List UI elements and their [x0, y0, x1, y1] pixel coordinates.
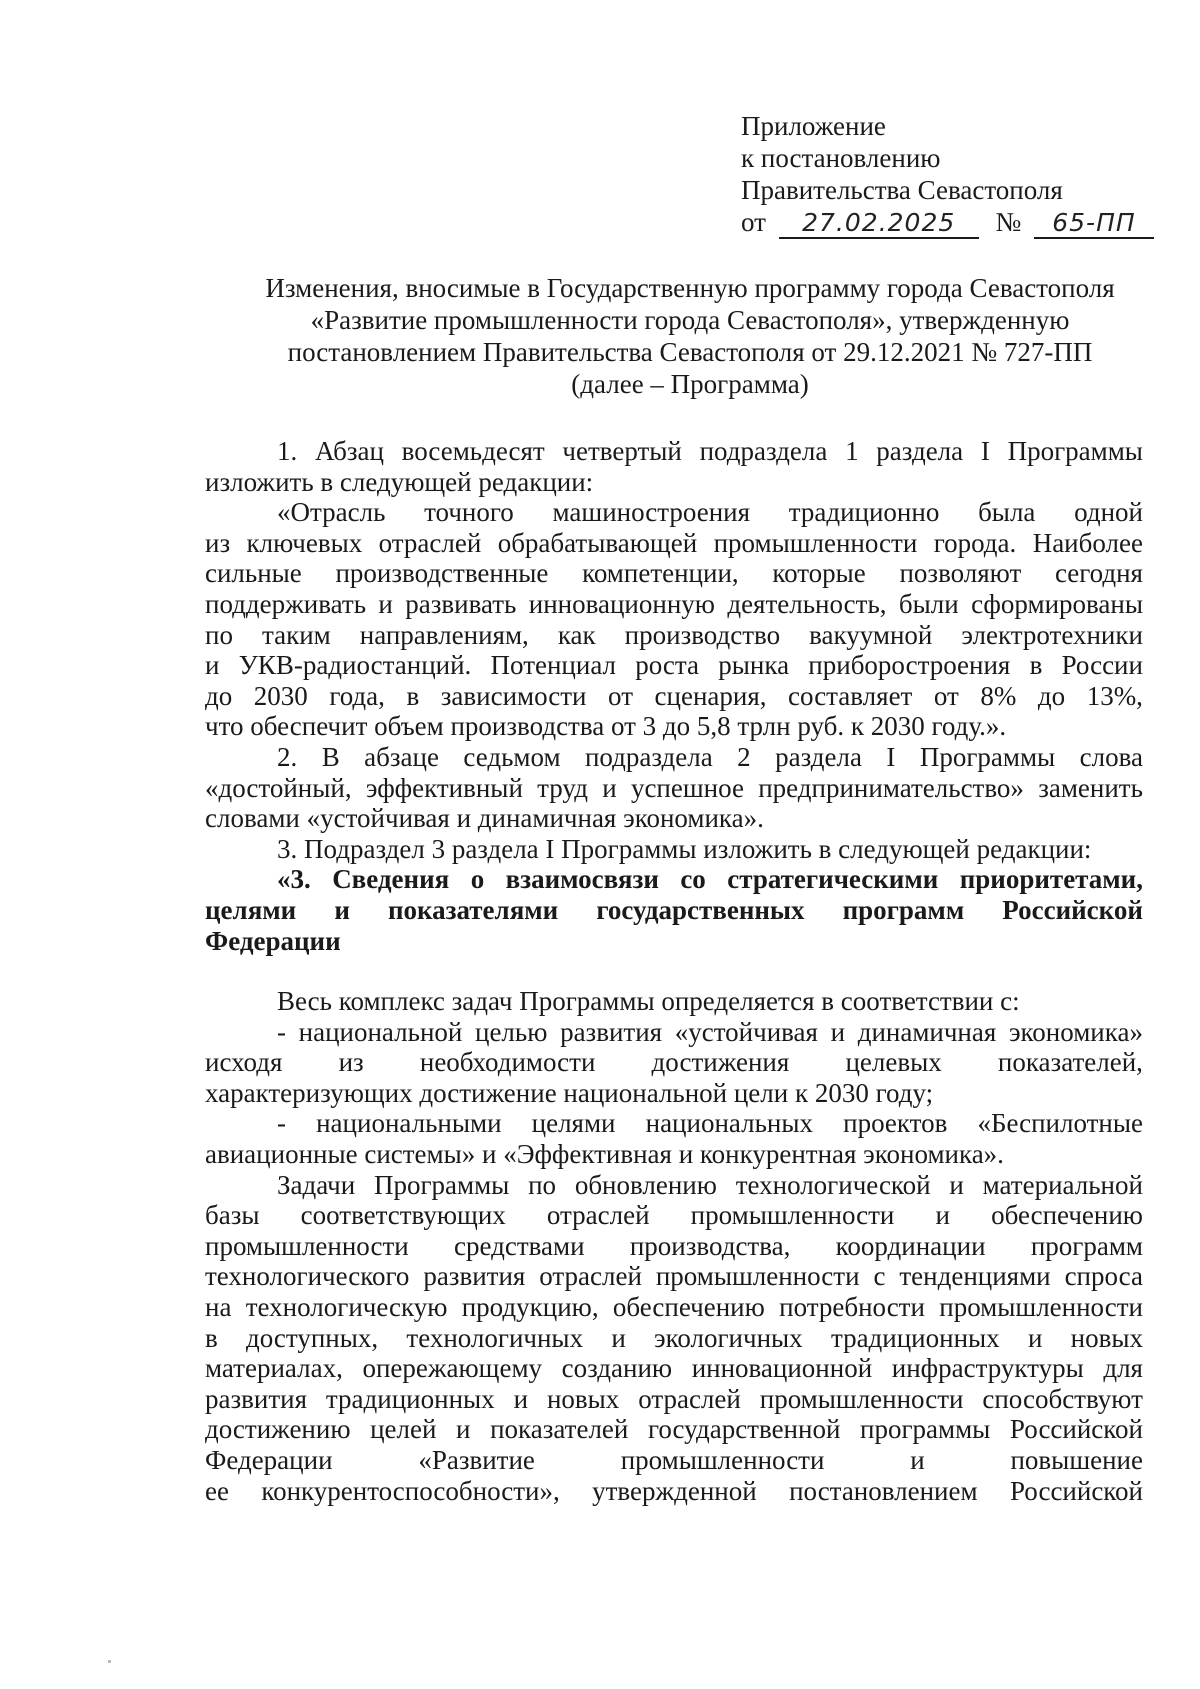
- appendix-line-2: к постановлению: [741, 143, 941, 173]
- body-line: целями и показателями государственных программ Российской: [205, 894, 1143, 925]
- handwritten-number: 65-ПП: [1034, 209, 1154, 239]
- body-line: - национальными целями национальных проектов «Беспилотные: [277, 1108, 1143, 1139]
- body-line: 2. В абзаце седьмом подраздела 2 раздела I Программы слова: [277, 741, 1143, 772]
- paragraph-gap: [205, 956, 1143, 986]
- document-title: [200, 272, 1180, 400]
- body-line: по таким направлениям, как производство вакуумной электротехники: [205, 619, 1143, 650]
- body-line: 3. Подраздел 3 раздела I Программы изложить в следующей редакции:: [277, 833, 1092, 864]
- body-line: авиационные системы» и «Эффективная и конкурентная экономика».: [205, 1139, 1004, 1170]
- body-line: изложить в следующей редакции:: [205, 466, 594, 497]
- title-line-2: «Развитие промышленности города Севастополя», утвержденную: [310, 305, 1070, 335]
- scan-mark: [108, 1660, 111, 1663]
- body-line: что обеспечит объем производства от 3 до 5,8 трлн руб. к 2030 году.».: [205, 711, 1007, 742]
- number-sign: №: [995, 207, 1022, 237]
- body-line: в доступных, технологичных и экологичных традиционных и новых: [205, 1322, 1143, 1353]
- title-line-1: Изменения, вносимые в Государственную программу города Севастополя: [265, 273, 1115, 303]
- handwritten-date: 27.02.2025: [779, 209, 979, 239]
- body-line: технологического развития отраслей промышленности с тенденциями спроса: [205, 1261, 1143, 1292]
- body-line: материалах, опережающему созданию инновационной инфраструктуры для: [205, 1353, 1143, 1384]
- body-line: базы соответствующих отраслей промышленности и обеспечению: [205, 1200, 1143, 1231]
- appendix-line-1: Приложение: [741, 111, 886, 141]
- body-line: сильные производственные компетенции, которые позволяют сегодня: [205, 558, 1143, 589]
- document-body: [205, 436, 1143, 1506]
- body-line: 1. Абзац восемьдесят четвертый подраздела 1 раздела I Программы: [277, 436, 1143, 466]
- title-line-3: постановлением Правительства Севастополя от 29.12.2021 № 727-ПП: [287, 337, 1093, 367]
- body-line: Задачи Программы по обновлению технологической и материальной: [277, 1169, 1143, 1200]
- body-line: Федерации: [205, 925, 341, 956]
- appendix-line-3: Правительства Севастополя: [741, 175, 1063, 205]
- body-line: развития традиционных и новых отраслей промышленности способствуют: [205, 1383, 1143, 1414]
- body-line: и УКВ-радиостанций. Потенциал роста рынка приборостроения в России: [205, 650, 1143, 681]
- body-line: - национальной целью развития «устойчивая и динамичная экономика»: [277, 1016, 1143, 1047]
- body-line: поддерживать и развивать инновационную деятельность, были сформированы: [205, 588, 1143, 619]
- body-line: на технологическую продукцию, обеспечению потребности промышленности: [205, 1292, 1143, 1323]
- body-line: характеризующих достижение национальной цели к 2030 году;: [205, 1077, 934, 1108]
- body-line: ее конкурентоспособности», утвержденной постановлением Российской: [205, 1475, 1143, 1506]
- date-prefix: от: [741, 207, 766, 237]
- title-line-4: (далее – Программа): [571, 369, 809, 399]
- body-line: до 2030 года, в зависимости от сценария, составляет от 8% до 13%,: [205, 680, 1143, 711]
- body-line: Федерации «Развитие промышленности и повышение: [205, 1445, 1143, 1475]
- body-line: исходя из необходимости достижения целевых показателей,: [205, 1047, 1143, 1078]
- body-line: «3. Сведения о взаимосвязи со стратегическими приоритетами,: [277, 864, 1143, 895]
- body-line: словами «устойчивая и динамичная экономика».: [205, 803, 764, 834]
- body-line: из ключевых отраслей обрабатывающей промышленности города. Наиболее: [205, 527, 1143, 558]
- body-line: Весь комплекс задач Программы определяется в соответствии с:: [277, 986, 1020, 1017]
- body-line: «Отрасль точного машиностроения традиционно была одной: [277, 497, 1143, 528]
- appendix-header: [741, 110, 1154, 239]
- appendix-line-4: [741, 206, 1154, 239]
- body-line: «достойный, эффективный труд и успешное предпринимательство» заменить: [205, 772, 1143, 803]
- body-line: достижению целей и показателей государственной программы Российской: [205, 1414, 1143, 1445]
- body-line: промышленности средствами производства, координации программ: [205, 1230, 1143, 1261]
